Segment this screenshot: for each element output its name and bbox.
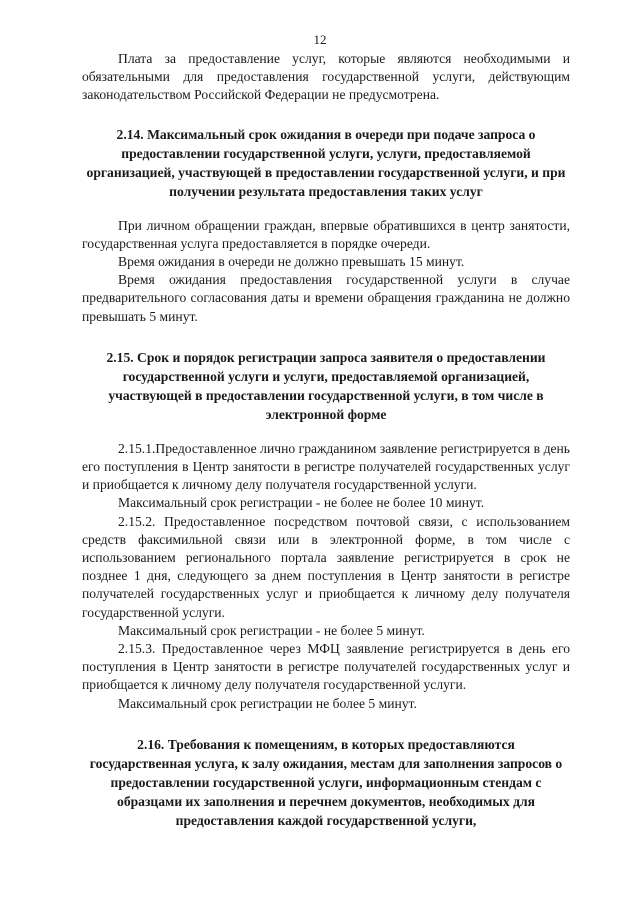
- paragraph: Время ожидания в очереди не должно превышать 15 минут.: [118, 254, 465, 270]
- paragraph: Максимальный срок регистрации - не более не более 10 минут.: [118, 495, 485, 511]
- paragraph: Плата за предоставление услуг, которые являются необходимыми и обязательными для предоставления государственной услуги, действующим законодательством Российской Федерации не предусмотрена.: [82, 51, 570, 103]
- paragraph: 2.15.2. Предоставленное посредством почтовой связи, с использованием средств факсимильной связи или в электронной форме, в том числе с использованием регионального портала заявление регистрируется в срок не позднее 1 дня, следующего за днем поступления в Центр занятости в регистре получателей государственных услуг и приобщается к личному делу получателя государственной услуги.: [82, 513, 570, 620]
- paragraph: Максимальный срок регистрации - не более 5 минут.: [118, 622, 425, 638]
- paragraph: 2.15.1.Предоставленное лично гражданином заявление регистрируется в день его поступления в Центр занятости в регистре получателей государственных услуг и приобщается к личному делу получателя государственной услуги.: [82, 440, 570, 493]
- section-heading-2-15: 2.15. Срок и порядок регистрации запроса заявителя о предоставлении государственной услуги и услуги, предоставляемой организацией, участвующей в предоставлении государственной услуги, в том числе в электронной форме: [106, 349, 546, 422]
- paragraph: 2.15.3. Предоставленное через МФЦ заявление регистрируется в день его поступления в Центр занятости в регистре получателей государственных услуг и приобщается к личному делу получателя государственной услуги.: [82, 641, 570, 693]
- page-number: 12: [313, 32, 327, 47]
- section-heading-2-16: 2.16. Требования к помещениям, в которых предоставляются государственная услуга, к залу ожидания, местам для заполнения запросов о предоставлении государственной услуги, информационным стендам с образцами их заполнения и перечнем документов, необходимых для предоставления каждой государственной услуги,: [89, 736, 563, 828]
- paragraph: Максимальный срок регистрации не более 5 минут.: [118, 695, 417, 711]
- section-heading-2-14: 2.14. Максимальный срок ожидания в очереди при подаче запроса о предоставлении государственной услуги, услуги, предоставляемой организацией, участвующей в предоставлении государственной услуги, и при получении результата предоставления таких услуг: [86, 126, 566, 199]
- paragraph: При личном обращении граждан, впервые обратившихся в центр занятости, государственная услуга предоставляется в порядке очереди.: [82, 217, 570, 251]
- document-body: [82, 50, 570, 846]
- paragraph: Время ожидания предоставления государственной услуги в случае предварительного согласования даты и времени обращения гражданина не должно превышать 5 минут.: [82, 272, 570, 324]
